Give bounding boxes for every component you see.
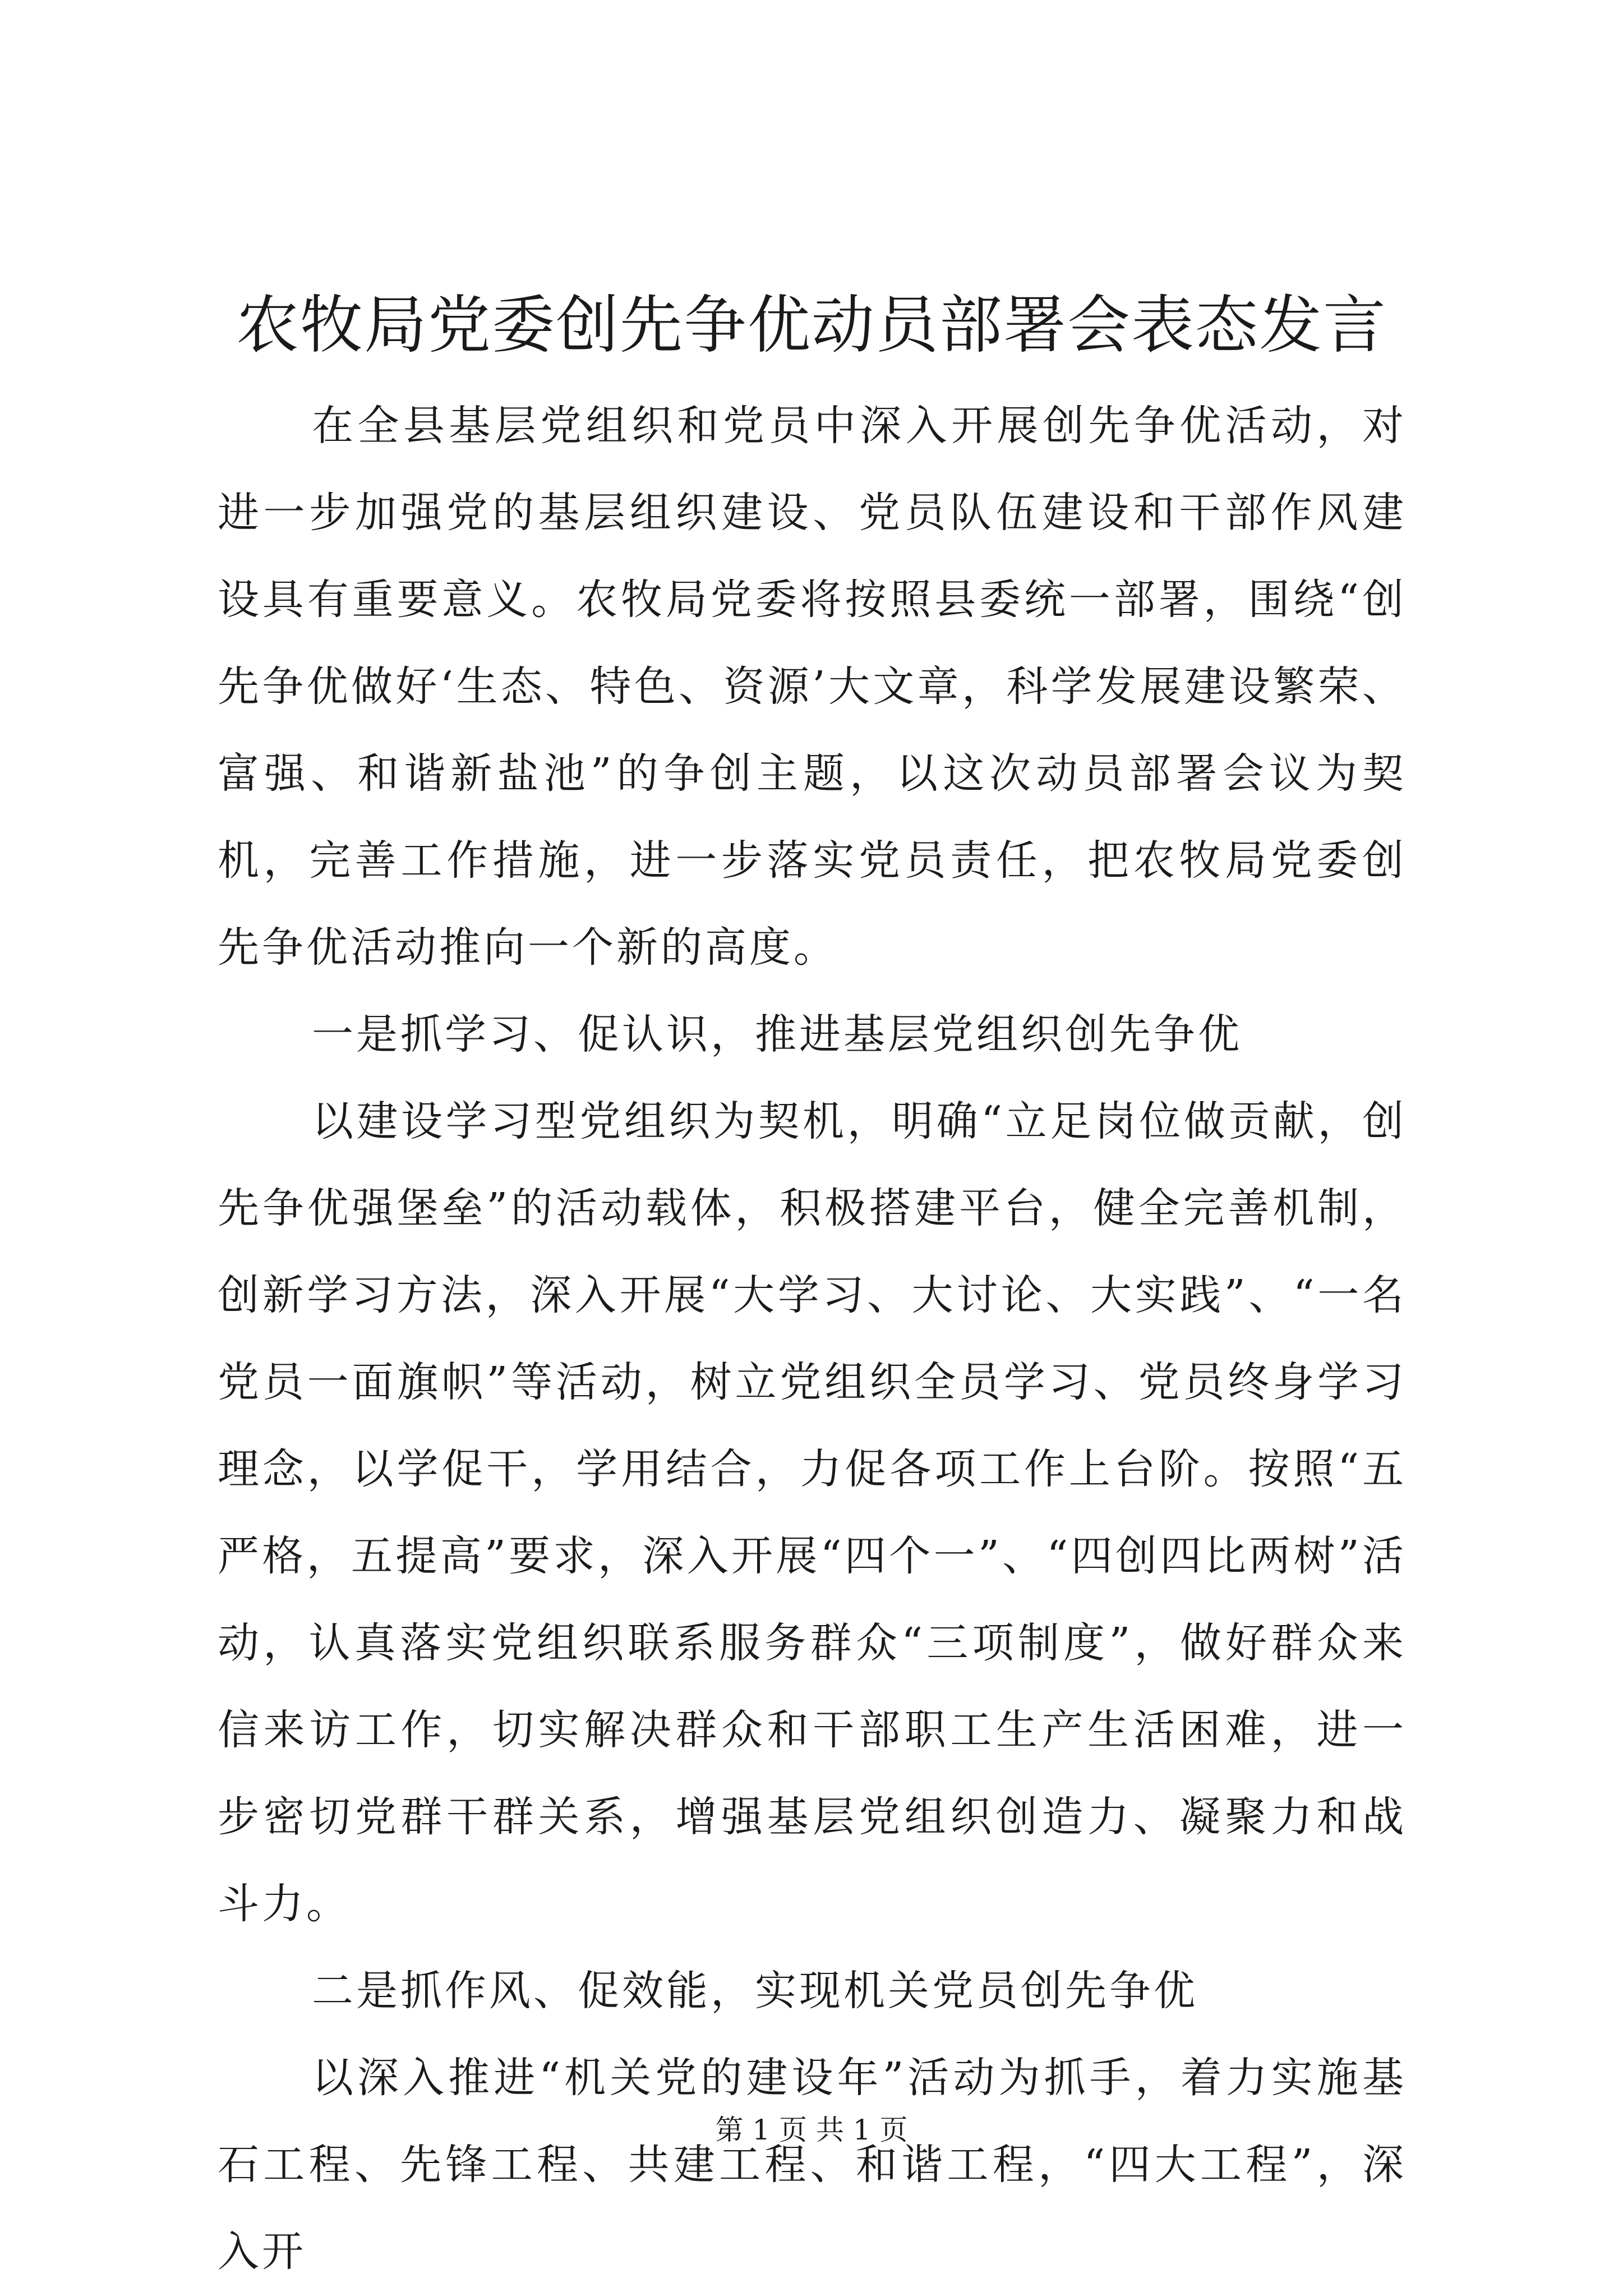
document-body — [218, 383, 1407, 2295]
section-heading-1: 一是抓学习、促认识，推进基层党组织创先争优 — [312, 1010, 1242, 1059]
document-title: 农牧局党委创先争优动员部署会表态发言 — [236, 289, 1387, 362]
section-heading-2: 二是抓作风、促效能，实现机关党员创先争优 — [312, 1967, 1198, 2015]
paragraph-section-1: 以建设学习型党组织为契机，明确“立足岗位做贡献，创先争优强堡垒”的活动载体，积极搭建平台，健全完善机制，创新学习方法，深入开展“大学习、大讨论、大实践”、“一名党员一面旗帜”等活动，树立党组织全员学习、党员终身学习理念，以学促干，学用结合，力促各项工作上台阶。按照“五严格，五提高”要求，深入开展“四个一”、“四创四比两树”活动，认真落实党组织联系服务群众“三项制度”，做好群众来信来访工作，切实解决群众和干部职工生产生活困难，进一步密切党群干群关系，增强基层党组织创造力、凝聚力和战斗力。 — [218, 1097, 1407, 1928]
paragraph-intro: 在全县基层党组织和党员中深入开展创先争优活动，对进一步加强党的基层组织建设、党员队伍建设和干部作风建设具有重要意义。农牧局党委将按照县委统一部署，围绕“创先争优做好‘生态、特色、资源’大文章，科学发展建设繁荣、富强、和谐新盐池”的争创主题，以这次动员部署会议为契机，完善工作措施，进一步落实党员责任，把农牧局党委创先争优活动推向一个新的高度。 — [218, 402, 1407, 972]
page-footer: 第 1 页 共 1 页 — [715, 2114, 908, 2146]
paragraph-section-2: 以深入推进“机关党的建设年”活动为抓手，着力实施基石工程、先锋工程、共建工程、和谐工程，“四大工程”，深入开 — [218, 2054, 1407, 2276]
